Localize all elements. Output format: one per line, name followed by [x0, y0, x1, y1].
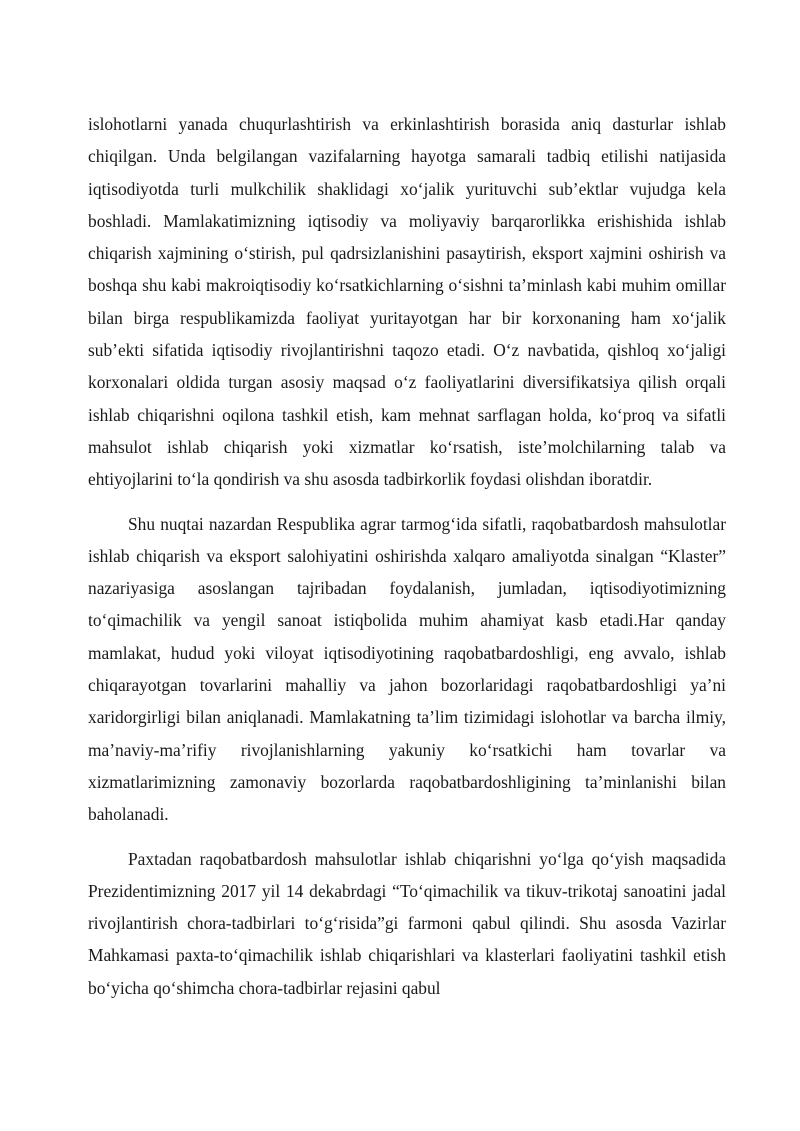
- document-page: [88, 108, 726, 1004]
- paragraph-3: Paxtadan raqobatbardosh mahsulotlar ishlab chiqarishni yo‘lga qo‘yish maqsadida Prezidentimizning 2017 yil 14 dekabrdagi “To‘qimachilik va tikuv-trikotaj sanoatini jadal rivojlantirish chora-tadbirlari to‘g‘risida”gi farmoni qabul qilindi. Shu asosda Vazirlar Mahkamasi paxta-to‘qimachilik ishlab chiqarishlari va klasterlari faoliyatini tashkil etish bo‘yicha qo‘shimcha chora-tadbirlar rejasini qabul: [88, 848, 726, 998]
- paragraph-1: islohotlarni yanada chuqurlashtirish va erkinlashtirish borasida aniq dasturlar ishlab chiqilgan. Unda belgilangan vazifalarning hayotga samarali tadbiq etilishi natijasida iqtisodiyotda turli mulkchilik shaklidagi xo‘jalik yurituvchi sub’ektlar vujudga kela boshladi. Mamlakatimizning iqtisodiy va moliyaviy barqarorlikka erishishida ishlab chiqarish xajmining o‘stirish, pul qadrsizlanishini pasaytirish, eksport xajmini oshirish va boshqa shu kabi makroiqtisodiy ko‘rsatkichlarning o‘sishni ta’minlash kabi muhim omillar bilan birga respublikamizda faoliyat yuritayotgan har bir korxonaning ham xo‘jalik sub’ekti sifatida iqtisodiy rivojlantirishni taqozo etadi. O‘z navbatida, qishloq xo‘jaligi korxonalari oldida turgan asosiy maqsad o‘z faoliyatlarini diversifikatsiya qilish orqali ishlab chiqarishni oqilona tashkil etish, kam mehnat sarflagan holda, ko‘proq va sifatli mahsulot ishlab chiqarish yoki xizmatlar ko‘rsatish, iste’molchilarning talab va ehtiyojlarini to‘la qondirish va shu asosda tadbirkorlik foydasi olishdan iboratdir.: [88, 114, 726, 490]
- paragraph-2: Shu nuqtai nazardan Respublika agrar tarmog‘ida sifatli, raqobatbardosh mahsulotlar ishlab chiqarish va eksport salohiyatini oshirishda xalqaro amaliyotda sinalgan “Klaster” nazariyasiga asoslangan tajribadan foydalanish, jumladan, iqtisodiyotimizning to‘qimachilik va yengil sanoat istiqbolida muhim ahamiyat kasb etadi.Har qanday mamlakat, hudud yoki viloyat iqtisodiyotining raqobatbardoshligi, eng avvalo, ishlab chiqarayotgan tovarlarini mahalliy va jahon bozorlaridagi raqobatbardoshligi ya’ni xaridorgirligi bilan aniqlanadi. Mamlakatning ta’lim tizimidagi islohotlar va barcha ilmiy, ma’naviy-ma’rifiy rivojlanishlarning yakuniy ko‘rsatkichi ham tovarlar va xizmatlarimizning zamonaviy bozorlarda raqobatbardoshligining ta’minlanishi bilan baholanadi.: [88, 513, 726, 825]
